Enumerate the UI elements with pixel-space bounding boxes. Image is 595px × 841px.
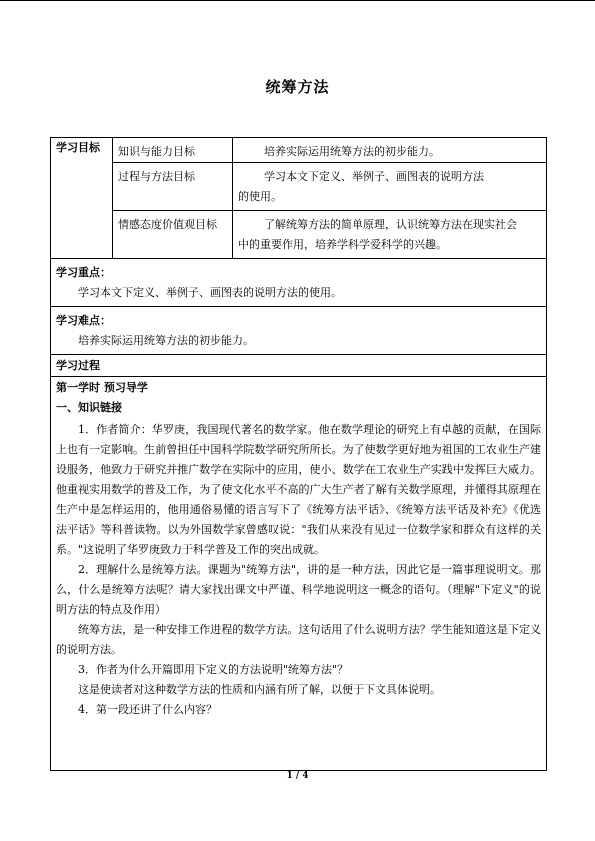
section-heading: 一、知识链接	[56, 401, 122, 414]
paragraph: 3．作者为什么开篇即用下定义的方法说明"统筹方法"？	[78, 663, 349, 676]
objective-name: 情感态度价值观目标	[113, 211, 233, 259]
difficulties-label: 学习难点：	[56, 314, 111, 327]
process-label: 学习过程	[51, 355, 547, 377]
lesson-heading: 第一学时 预习导学	[56, 381, 148, 394]
difficulties-cell	[51, 307, 547, 355]
paragraph: 这是使读者对这种数学方法的性质和内涵有所了解，以便于下文具体说明。	[78, 683, 441, 696]
document-title: 统筹方法	[265, 78, 330, 96]
study-plan-table	[50, 137, 547, 771]
key-points-cell	[51, 259, 547, 307]
objective-text-cell	[233, 211, 547, 259]
objective-text: 的使用。	[238, 190, 282, 203]
objective-text: 培养实际运用统筹方法的初步能力。	[233, 138, 547, 163]
process-header-row	[51, 355, 547, 377]
process-body-row	[51, 377, 547, 771]
difficulties-row	[51, 307, 547, 355]
key-points-row	[51, 259, 547, 307]
top-rule	[0, 0, 595, 1]
paragraph: 统筹方法，是一种安排工作进程的数学方法。这句话用了什么说明方法？学生能知道这是下定义的说明方法。	[56, 623, 541, 656]
objective-text-cell	[233, 163, 547, 211]
objective-name: 过程与方法目标	[113, 163, 233, 211]
key-points-text: 学习本文下定义、举例子、画图表的说明方法的使用。	[78, 286, 342, 299]
objective-text: 了解统筹方法的简单原理，认识统筹方法在现实社会	[264, 218, 517, 231]
key-points-label: 学习重点：	[56, 266, 111, 279]
paragraph: 4．第一段还讲了什么内容？	[78, 703, 217, 716]
objective-name: 知识与能力目标	[113, 138, 233, 163]
page-number: 1 / 4	[286, 771, 309, 781]
paragraph: 2．理解什么是统筹方法。课题为"统筹方法"，讲的是一种方法，因此它是一篇事理说明文。那么，什么是统筹方法呢？请大家找出课文中严谨、科学地说明这一概念的语句。（理解"下定义"的说明方法的特点及作用）	[56, 563, 541, 616]
objective-row-knowledge	[51, 138, 547, 163]
difficulties-text: 培养实际运用统筹方法的初步能力。	[78, 334, 254, 347]
objectives-label: 学习目标	[51, 138, 113, 259]
objective-row-process	[51, 163, 547, 211]
process-body-cell	[51, 377, 547, 771]
objective-text: 学习本文下定义、举例子、画图表的说明方法	[264, 170, 484, 183]
paragraph: 1．作者简介：华罗庚，我国现代著名的数学家。他在数学理论的研究上有卓越的贡献，在国际上也有一定影响。生前曾担任中国科学院数学研究所所长。为了使数学更好地为祖国的工农业生产建设服务，他致力于研究并推广数学在实际中的应用，使小、数学在工农业生产实践中发挥巨大威力。他重视实用数学的普及工作，为了使文化水平不高的广大生产者了解有关数学原理，并懂得其原理在生产中是怎样运用的，他用通俗易懂的语言写下了《统筹方法平话》、《统筹方法平话及补充》《优选法平话》等科普读物。以为外国数学家曾感叹说："我们从来没有见过一位数学家和群众有这样的关系。"这说明了华罗庚致力于科学普及工作的突出成就。	[56, 423, 541, 556]
objective-row-attitude	[51, 211, 547, 259]
objective-text: 中的重要作用，培养学科学爱科学的兴趣。	[238, 238, 447, 251]
